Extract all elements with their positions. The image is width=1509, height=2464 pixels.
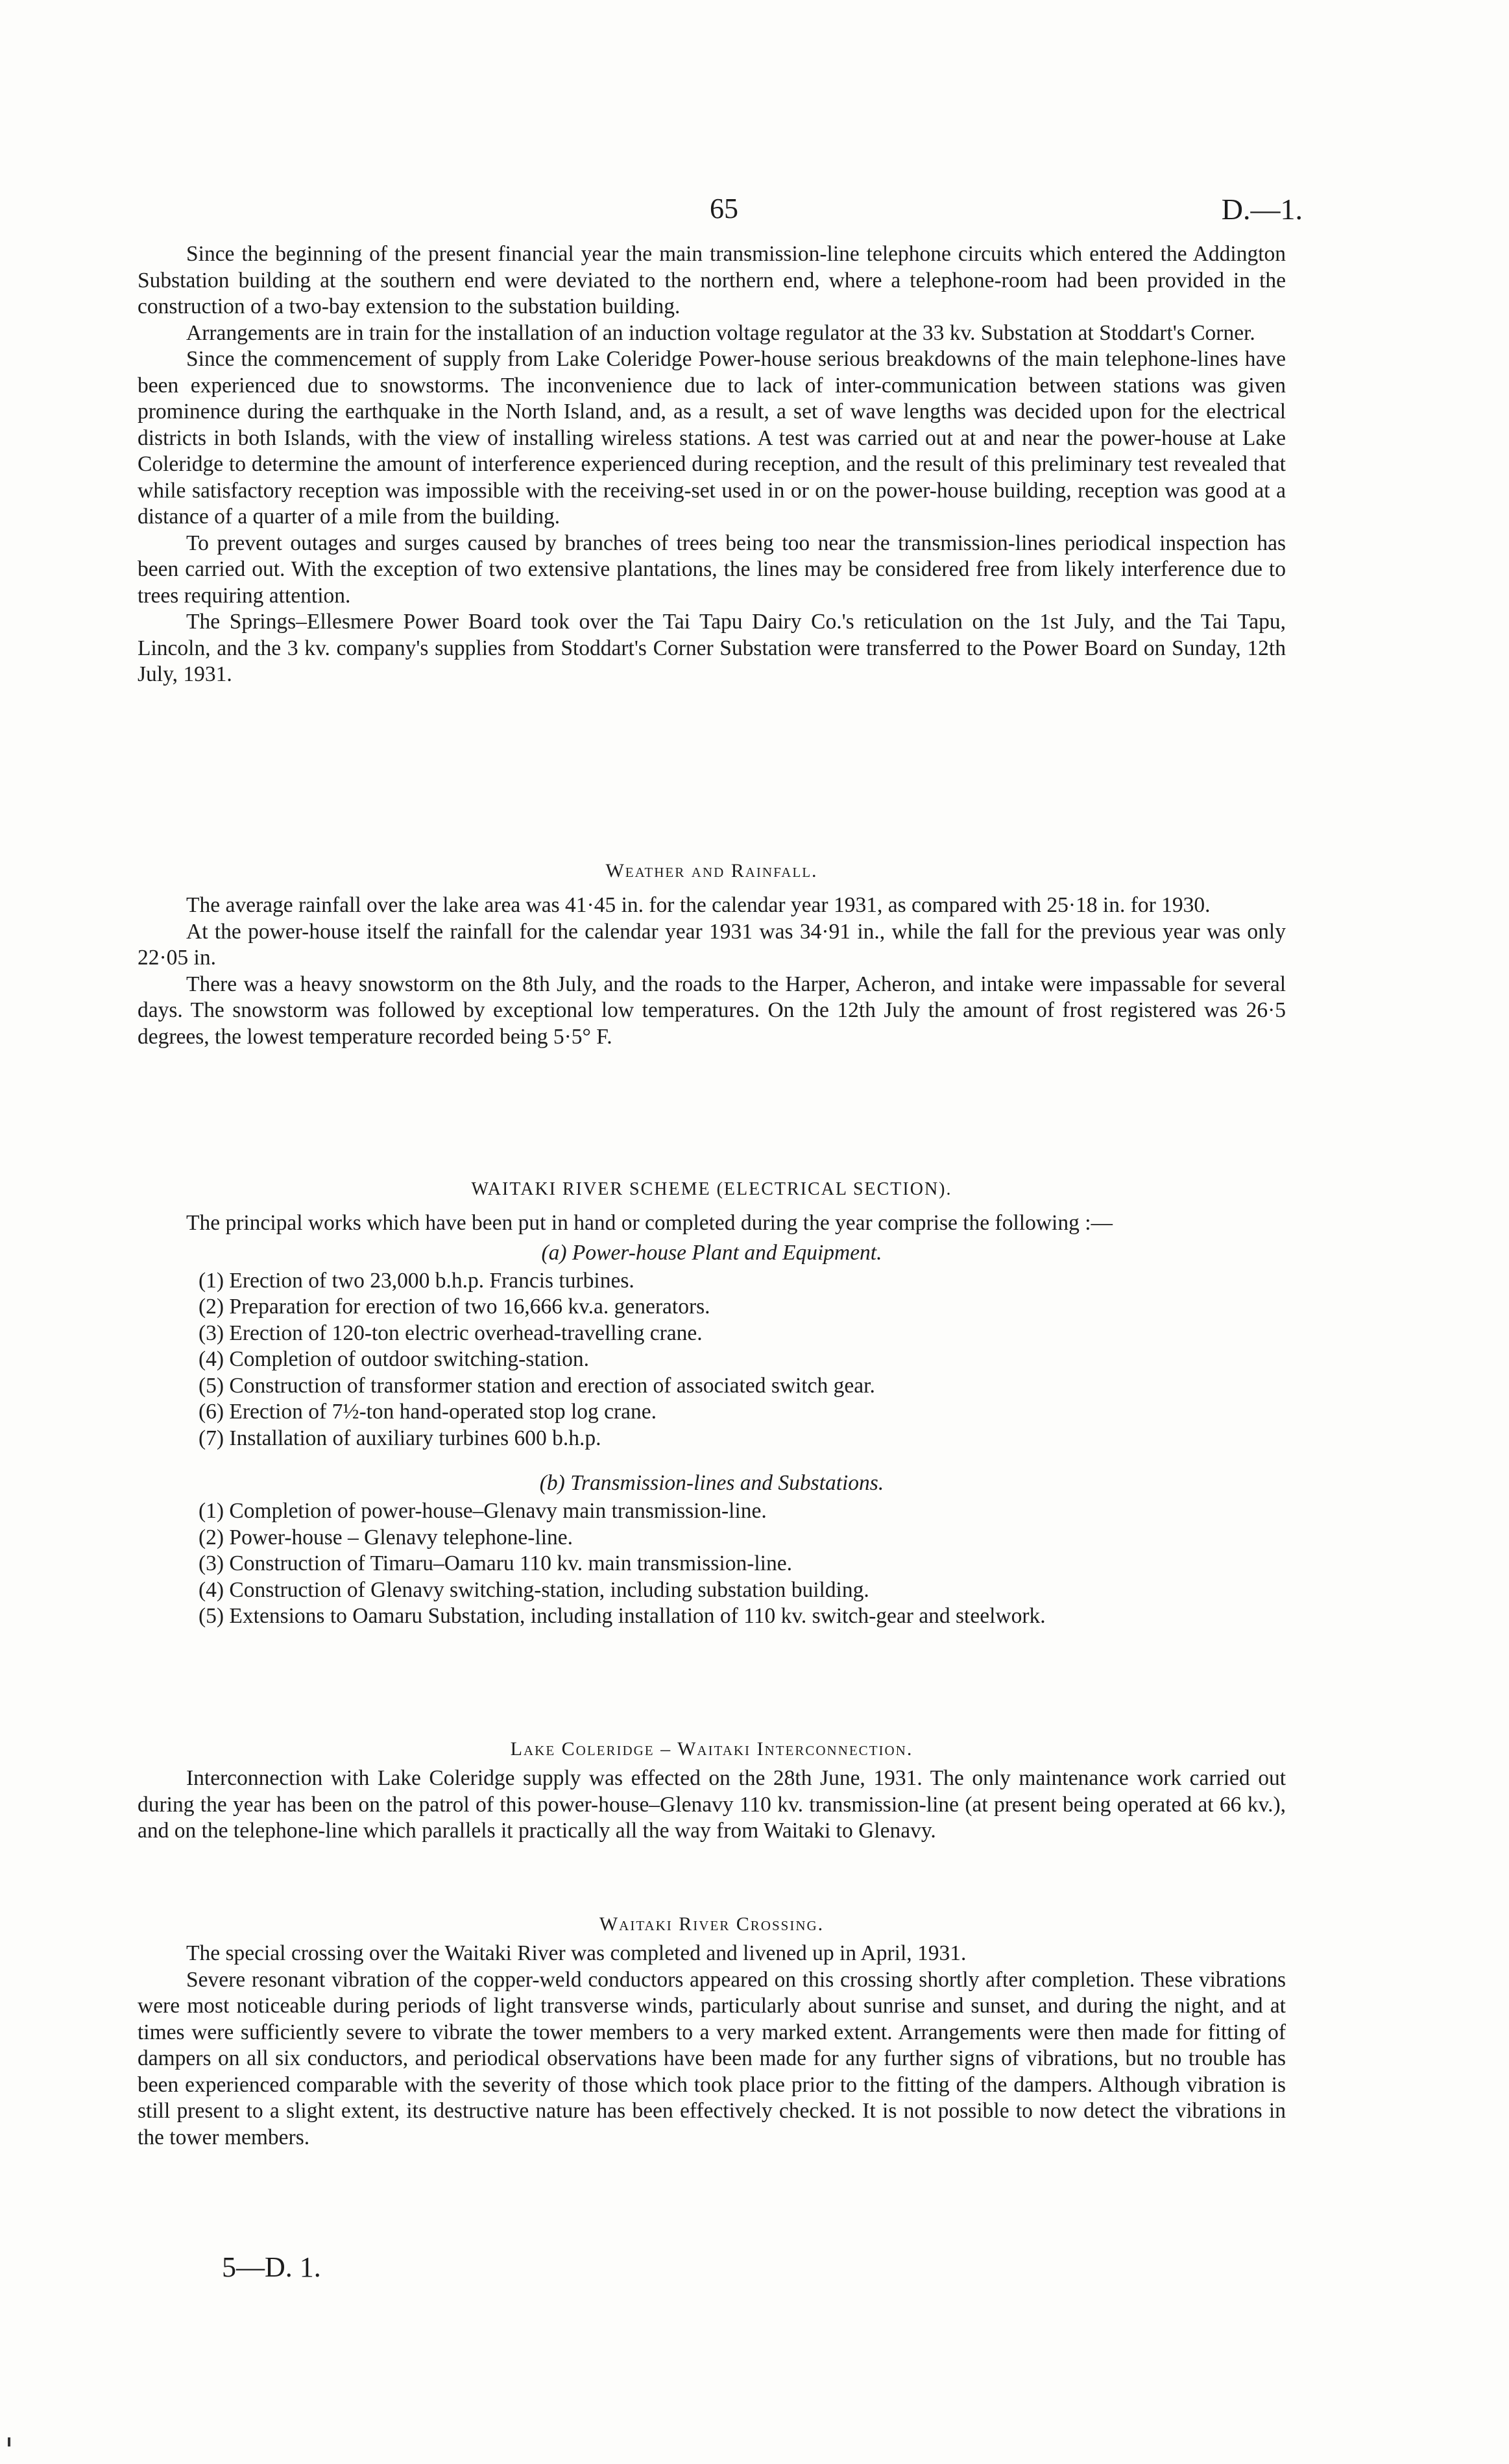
- list-item: (1) Erection of two 23,000 b.h.p. Francis turbines.: [199, 1268, 634, 1293]
- crossing-section: [138, 1913, 1286, 2151]
- transmission-works-list: [138, 1498, 1286, 1630]
- interconnection-paragraph: Interconnection with Lake Coleridge supply was effected on the 28th June, 1931. The only maintenance work carried out during the year has been on the patrol of this power-house–Glenavy 110 kv. transmission-line (at present being operated at 66 kv.), and on the telephone-line which parallels it practically all the way from Waitaki to Glenavy.: [138, 1766, 1286, 1843]
- list-item: (2) Preparation for erection of two 16,666 kv.a. generators.: [199, 1295, 710, 1319]
- list-item: (6) Erection of 7½-ton hand-operated stop log crane.: [199, 1400, 657, 1424]
- crossing-paragraph: Severe resonant vibration of the copper-weld conductors appeared on this crossing shortly after completion. These vibrations were most noticeable during periods of light transverse winds, particularly about sunrise and sunset, and during the night, and at times were sufficiently severe to vibrate the tower members to a very marked extent. Arrangements were then made for fitting of dampers on all six conductors, and periodical observations have been made for any further signs of vibrations, but no trouble has been experienced comparable with the severity of those which took place prior to the fitting of the dampers. Although vibration is still present to a slight extent, its destructive nature has been effectively checked. It is not possible to now detect the vibrations in the tower members.: [138, 1967, 1286, 2149]
- list-item: (2) Power-house – Glenavy telephone-line.: [199, 1525, 573, 1549]
- list-item: (3) Erection of 120-ton electric overhead-travelling crane.: [199, 1321, 703, 1345]
- intro-paragraph: Since the beginning of the present financial year the main transmission-line telephone circuits which entered the Addington Substation building at the southern end were deviated to the northern end, where a telephone-room had been provided in the construction of a two-bay extension to the substation building.: [138, 242, 1286, 318]
- weather-paragraph: The average rainfall over the lake area was 41·45 in. for the calendar year 1931, as compared with 25·18 in. for 1930.: [186, 893, 1211, 917]
- interconnection-heading: Lake Coleridge – Waitaki Interconnection.: [510, 1738, 913, 1760]
- weather-heading: Weather and Rainfall.: [605, 860, 818, 881]
- list-item: (3) Construction of Timaru–Oamaru 110 kv. main transmission-line.: [199, 1551, 792, 1575]
- waitaki-intro: The principal works which have been put in hand or completed during the year comprise the following :—: [186, 1211, 1113, 1235]
- waitaki-section: [138, 1179, 1286, 1630]
- weather-paragraph: There was a heavy snowstorm on the 8th July, and the roads to the Harper, Acheron, and intake were impassable for several days. The snowstorm was followed by exceptional low temperatures. On the 12th July the amount of frost registered was 26·5 degrees, the lowest temperature recorded being 5·5° F.: [138, 972, 1286, 1049]
- list-item: (5) Extensions to Oamaru Substation, including installation of 110 kv. switch-gear and steelwork.: [199, 1604, 1046, 1628]
- crossing-paragraph: The special crossing over the Waitaki River was completed and livened up in April, 1931.: [186, 1941, 967, 1965]
- margin-mark: [8, 2437, 10, 2446]
- subsection-a-title: (a) Power-house Plant and Equipment.: [541, 1240, 882, 1265]
- page-number: 65: [710, 193, 738, 224]
- intro-paragraph: Arrangements are in train for the installation of an induction voltage regulator at the 33 kv. Substation at Stoddart's Corner.: [186, 320, 1255, 345]
- list-item: (4) Construction of Glenavy switching-station, including substation building.: [199, 1577, 869, 1602]
- intro-paragraph: To prevent outages and surges caused by branches of trees being too near the transmission-lines periodical inspection has been carried out. With the exception of two extensive plantations, the lines may be considered free from likely interference due to trees requiring attention.: [138, 531, 1286, 608]
- interconnection-section: [138, 1738, 1286, 1845]
- weather-paragraph: At the power-house itself the rainfall for the calendar year 1931 was 34·91 in., while the fall for the previous year was only 22·05 in.: [138, 919, 1286, 970]
- signature-mark: 5—D. 1.: [222, 2251, 321, 2283]
- document-reference: D.—1.: [1221, 193, 1303, 226]
- waitaki-heading: WAITAKI RIVER SCHEME (ELECTRICAL SECTION).: [471, 1179, 952, 1199]
- list-item: (1) Completion of power-house–Glenavy main transmission-line.: [199, 1499, 767, 1523]
- crossing-heading: Waitaki River Crossing.: [599, 1913, 825, 1935]
- list-item: (7) Installation of auxiliary turbines 600 b.h.p.: [199, 1426, 601, 1450]
- power-house-works-list: [138, 1268, 1286, 1452]
- subsection-b-title: (b) Transmission-lines and Substations.: [539, 1471, 884, 1495]
- list-item: (4) Completion of outdoor switching-station.: [199, 1347, 590, 1371]
- intro-paragraph: Since the commencement of supply from Lake Coleridge Power-house serious breakdowns of the main telephone-lines have been experienced due to snowstorms. The inconvenience due to lack of inter-communication between stations was given prominence during the earthquake in the North Island, and, as a result, a set of wave lengths was decided upon for the electrical districts in both Islands, with the view of installing wireless stations. A test was carried out at and near the power-house at Lake Coleridge to determine the amount of interference experienced during reception, and the result of this preliminary test revealed that while satisfactory reception was impossible with the receiving-set used in or on the power-house building, reception was good at a distance of a quarter of a mile from the building.: [138, 347, 1286, 529]
- list-item: (5) Construction of transformer station and erection of associated switch gear.: [199, 1373, 875, 1398]
- page-header: [0, 192, 1509, 237]
- weather-section: [138, 860, 1286, 1050]
- intro-paragraph: The Springs–Ellesmere Power Board took over the Tai Tapu Dairy Co.'s reticulation on the 1st July, and the Tai Tapu, Lincoln, and the 3 kv. company's supplies from Stoddart's Corner Substation were transferred to the Power Board on Sunday, 12th July, 1931.: [138, 610, 1286, 686]
- intro-section: [138, 241, 1286, 688]
